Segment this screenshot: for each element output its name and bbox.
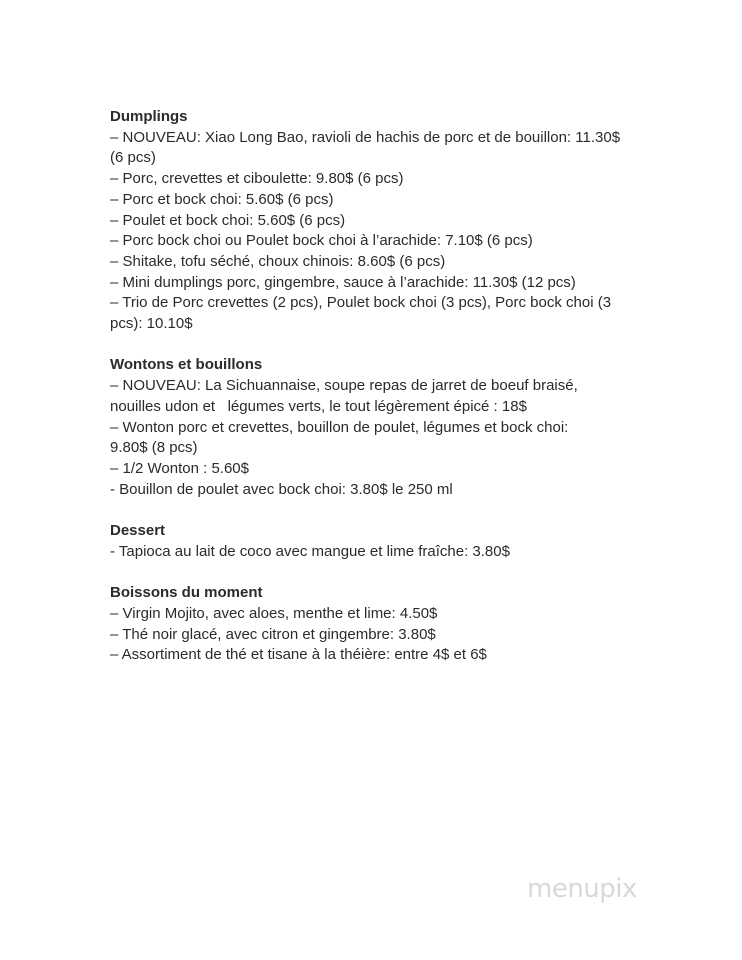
menu-line: – Porc et bock choi: 5.60$ (6 pcs) — [110, 190, 334, 208]
section-heading: Dessert — [110, 522, 166, 540]
menu-line: – Assortiment de thé et tisane à la théière: entre 4$ et 6$ — [110, 646, 487, 664]
menu-line: – Shitake, tofu séché, choux chinois: 8.60$ (6 pcs) — [110, 252, 446, 270]
menu-line: nouilles udon et légumes verts, le tout légèrement épicé : 18$ — [110, 397, 527, 415]
menu-line: – Poulet et bock choi: 5.60$ (6 pcs) — [110, 211, 346, 229]
menu-line: pcs): 10.10$ — [110, 315, 193, 333]
menu-line: - Tapioca au lait de coco avec mangue et lime fraîche: 3.80$ — [110, 542, 510, 560]
menu-line: – Mini dumplings porc, gingembre, sauce à l’arachide: 11.30$ (12 pcs) — [110, 273, 576, 291]
menu-line: – 1/2 Wonton : 5.60$ — [110, 459, 249, 477]
menu-line: (6 pcs) — [110, 149, 156, 167]
menu-line: – Wonton porc et crevettes, bouillon de poulet, légumes et bock choi: — [110, 418, 569, 436]
menu-line: – NOUVEAU: Xiao Long Bao, ravioli de hachis de porc et de bouillon: 11.30$ — [110, 128, 621, 146]
menu-line: – Trio de Porc crevettes (2 pcs), Poulet bock choi (3 pcs), Porc bock choi (3 — [110, 294, 612, 312]
menu-line: - Bouillon de poulet avec bock choi: 3.80$ le 250 ml — [110, 480, 453, 498]
menu-line: 9.80$ (8 pcs) — [110, 439, 198, 457]
menu-line: – Thé noir glacé, avec citron et gingembre: 3.80$ — [110, 625, 436, 643]
section-dessert — [110, 521, 670, 562]
menu-line: – Porc, crevettes et ciboulette: 9.80$ (6 pcs) — [110, 170, 404, 188]
section-wontons — [110, 355, 670, 500]
section-boissons — [110, 583, 670, 666]
menu-line: – NOUVEAU: La Sichuannaise, soupe repas de jarret de boeuf braisé, — [110, 377, 578, 395]
menu-line: – Virgin Mojito, avec aloes, menthe et lime: 4.50$ — [110, 604, 438, 622]
section-heading: Wontons et bouillons — [110, 356, 263, 374]
section-dumplings — [110, 107, 670, 335]
watermark-logo: menupix — [527, 874, 637, 904]
menu-line: – Porc bock choi ou Poulet bock choi à l’arachide: 7.10$ (6 pcs) — [110, 232, 533, 250]
section-heading: Boissons du moment — [110, 584, 263, 602]
section-heading: Dumplings — [110, 108, 188, 125]
menu-page — [110, 107, 670, 687]
